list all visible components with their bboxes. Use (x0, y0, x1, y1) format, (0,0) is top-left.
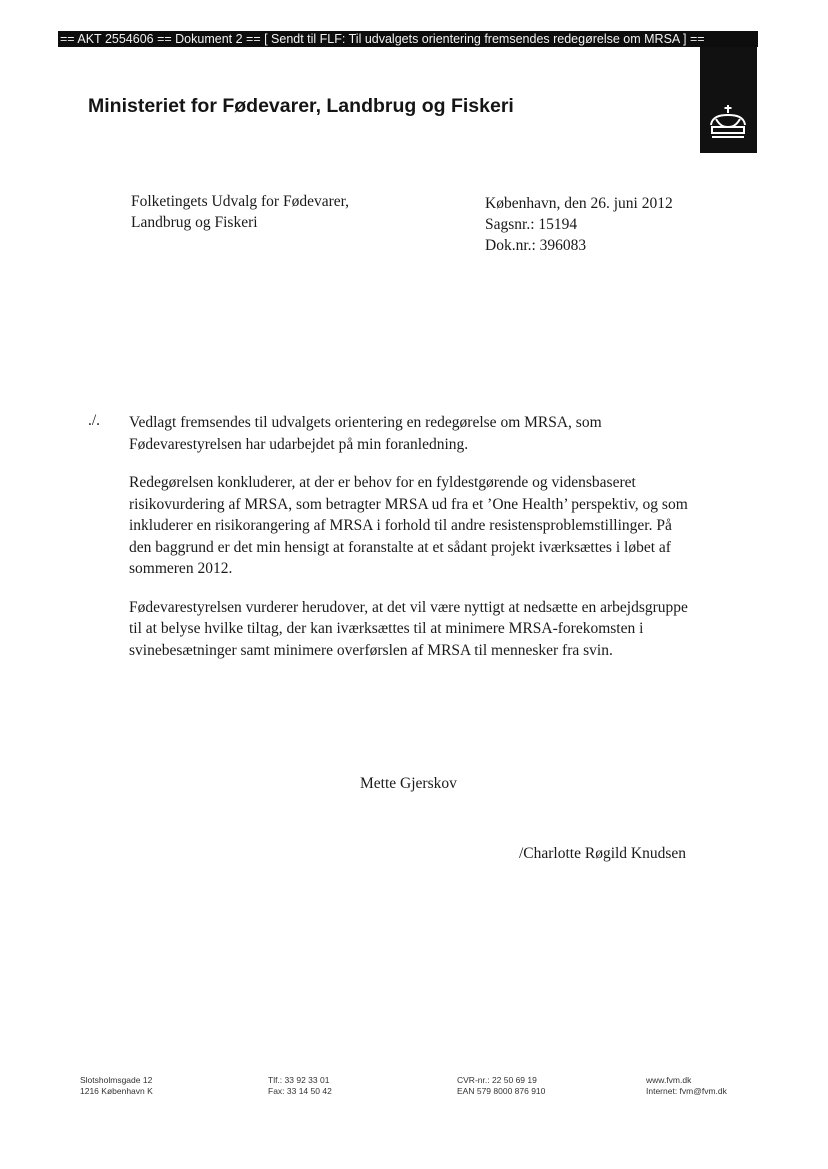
footer-cvr: CVR-nr.: 22 50 69 19 (457, 1075, 537, 1085)
document-date: København, den 26. juni 2012 (485, 195, 673, 212)
paragraph-3: Fødevarestyrelsen vurderer herudover, at det vil være nyttigt at nedsætte en arbejdsgruppe til at belyse hvilke tiltag, der kan iværksættes til at minimere MRSA-forekomsten i svinebesætninger samt minimere overførslen af MRSA til mennesker fra svin. (129, 598, 688, 659)
footer-address (80, 1075, 153, 1097)
paragraph-1: Vedlagt fremsendes til udvalgets orientering en redegørelse om MRSA, som Fødevarestyrelsen har udarbejdet på min foranledning. (129, 414, 602, 453)
signatory-name: Mette Gjerskov (360, 775, 457, 792)
document-meta (485, 193, 673, 256)
footer-phone (268, 1075, 332, 1097)
case-number: Sagsnr.: 15194 (485, 216, 578, 233)
ministry-title: Ministeriet for Fødevarer, Landbrug og Fiskeri (88, 95, 514, 117)
recipient-line-2: Landbrug og Fiskeri (131, 214, 258, 231)
recipient-address (131, 191, 349, 233)
footer-street: Slotsholmsgade 12 (80, 1075, 153, 1085)
footer-ean: EAN 579 8000 876 910 (457, 1086, 546, 1096)
recipient-line-1: Folketingets Udvalg for Fødevarer, (131, 193, 350, 210)
letter-body (129, 412, 694, 678)
paragraph-2: Redegørelsen konkluderer, at der er behov for en fyldestgørende og vidensbaseret risikovurdering af MRSA, som betragter MRSA ud fra et ’One Health’ perspektiv, og som inkluderer en risikorangering af MRSA i forhold til andre resistensproblemstillinger. På den baggrund er det min hensigt at foranstalte at et sådant projekt iværksættes i løbet af sommeren 2012. (129, 474, 688, 577)
enclosure-marker: ./. (88, 412, 101, 429)
document-number: Dok.nr.: 396083 (485, 237, 587, 254)
footer-web (646, 1075, 727, 1097)
cosigner-name: /Charlotte Røgild Knudsen (519, 845, 687, 862)
logo-block (700, 47, 757, 153)
footer-city: 1216 København K (80, 1086, 153, 1096)
footer-registration (457, 1075, 545, 1097)
footer-email[interactable]: Internet: fvm@fvm.dk (646, 1086, 727, 1096)
footer-fax: Fax: 33 14 50 42 (268, 1086, 332, 1096)
document-banner: == AKT 2554606 == Dokument 2 == [ Sendt til FLF: Til udvalgets orientering fremsendes redegørelse om MRSA ] == (58, 31, 758, 47)
crown-icon (706, 103, 750, 143)
footer-tel: Tlf.: 33 92 33 01 (268, 1075, 330, 1085)
footer-website[interactable]: www.fvm.dk (646, 1075, 692, 1085)
